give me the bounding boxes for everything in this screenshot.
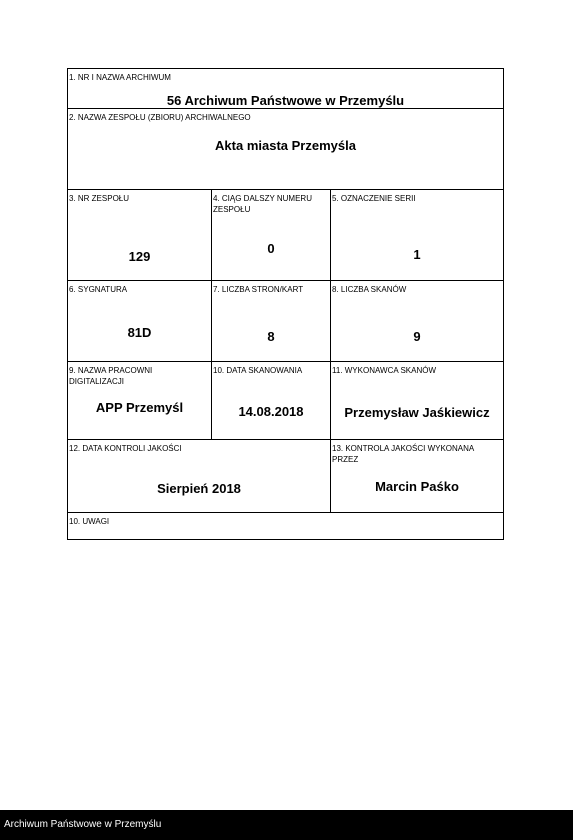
cell-archive (68, 69, 503, 109)
cell-qc-by (331, 440, 503, 513)
cell-pages (212, 281, 331, 362)
label-signature: 6. SYGNATURA (69, 285, 128, 294)
value-qc-date: Sierpień 2018 (157, 481, 241, 496)
value-series: 1 (413, 247, 421, 262)
value-archive: 56 Archiwum Państwowe w Przemyślu (166, 93, 405, 108)
cell-notes (68, 513, 503, 539)
cell-signature (68, 281, 212, 362)
value-fonds-cont: 0 (267, 241, 275, 256)
metadata-sheet (67, 68, 504, 540)
cell-fonds-no (68, 190, 212, 281)
value-qc-by: Marcin Paśko (375, 479, 459, 494)
cell-qc-date (68, 440, 331, 513)
value-pages: 8 (267, 329, 275, 344)
cell-scanner (331, 362, 503, 440)
label-fonds-cont: 4. CIĄG DALSZY NUMERU ZESPOŁU (213, 194, 312, 214)
label-notes: 10. UWAGI (69, 517, 110, 526)
value-fonds-no: 129 (128, 249, 151, 264)
label-pages: 7. LICZBA STRON/KART (213, 285, 304, 294)
label-studio: 9. NAZWA PRACOWNI DIGITALIZACJI (69, 366, 153, 386)
label-scan-date: 10. DATA SKANOWANIA (213, 366, 303, 375)
footer-bar (0, 810, 573, 840)
value-fonds-name: Akta miasta Przemyśla (215, 138, 356, 153)
value-signature: 81D (127, 325, 152, 340)
value-studio: APP Przemyśl (95, 400, 184, 415)
label-qc-date: 12. DATA KONTROLI JAKOŚCI (69, 444, 182, 453)
label-fonds-name: 2. NAZWA ZESPOŁU (ZBIORU) ARCHIWALNEGO (69, 113, 251, 122)
label-scans: 8. LICZBA SKANÓW (332, 285, 407, 294)
cell-fonds-cont (212, 190, 331, 281)
label-qc-by: 13. KONTROLA JAKOŚCI WYKONANA PRZEZ (332, 444, 474, 464)
cell-scans (331, 281, 503, 362)
value-scan-date: 14.08.2018 (238, 404, 304, 419)
footer-text: Archiwum Państwowe w Przemyślu (4, 819, 162, 830)
label-archive: 1. NR I NAZWA ARCHIWUM (69, 73, 171, 82)
label-series: 5. OZNACZENIE SERII (332, 194, 416, 203)
value-scans: 9 (413, 329, 421, 344)
cell-series (331, 190, 503, 281)
label-fonds-no: 3. NR ZESPOŁU (69, 194, 130, 203)
cell-studio (68, 362, 212, 440)
label-scanner: 11. WYKONAWCA SKANÓW (332, 366, 437, 375)
cell-fonds-name (68, 109, 503, 190)
value-scanner: Przemysław Jaśkiewicz (344, 405, 490, 420)
cell-scan-date (212, 362, 331, 440)
